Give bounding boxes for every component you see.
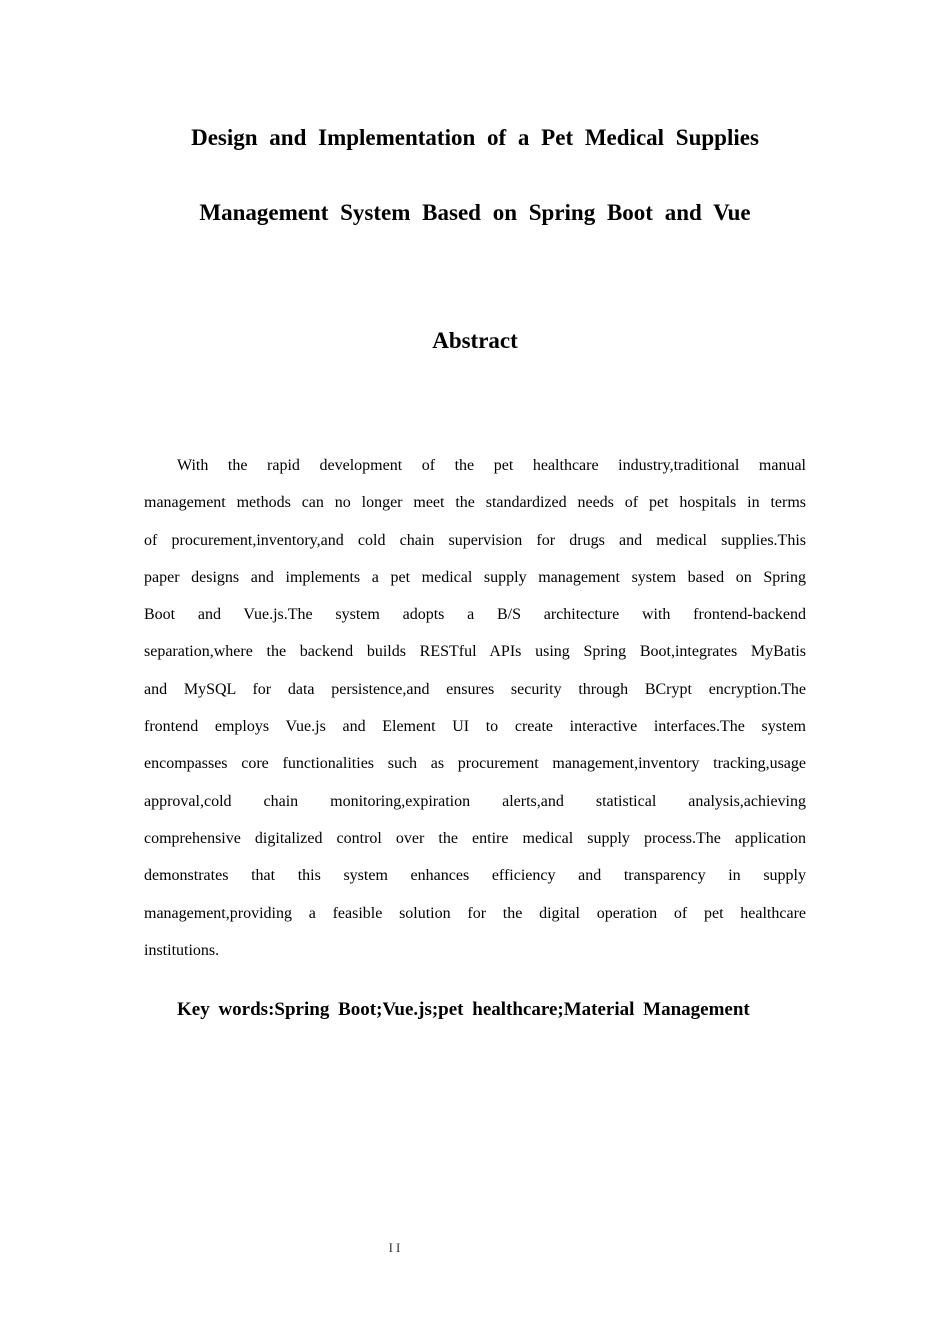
abstract-line: institutions. bbox=[144, 941, 220, 959]
abstract-heading: Abstract bbox=[432, 328, 518, 353]
abstract-line: of procurement,inventory,and cold chain supervision for drugs and medical supplies.This bbox=[144, 531, 806, 549]
abstract-line: comprehensive digitalized control over the entire medical supply process.The application bbox=[144, 829, 806, 847]
abstract-line: approval,cold chain monitoring,expiration alerts,and statistical analysis,achieving bbox=[144, 792, 806, 810]
abstract-line: frontend employs Vue.js and Element UI to create interactive interfaces.The system bbox=[144, 718, 806, 736]
page-number: II bbox=[388, 1240, 404, 1255]
abstract-line: management methods can no longer meet the standardized needs of pet hospitals in terms bbox=[144, 494, 806, 512]
abstract-line: With the rapid development of the pet healthcare industry,traditional manual bbox=[177, 457, 806, 474]
abstract-line: paper designs and implements a pet medical supply management system based on Spring bbox=[144, 568, 806, 586]
abstract-line: encompasses core functionalities such as procurement management,inventory tracking,usage bbox=[144, 755, 806, 773]
abstract-line: Boot and Vue.js.The system adopts a B/S architecture with frontend-backend bbox=[144, 606, 806, 624]
paper-title-line-2: Management System Based on Spring Boot and Vue bbox=[199, 200, 751, 225]
paper-title-line-1: Design and Implementation of a Pet Medical Supplies bbox=[191, 125, 759, 150]
abstract-line: separation,where the backend builds RESTful APIs using Spring Boot,integrates MyBatis bbox=[144, 643, 806, 661]
keywords: Key words:Spring Boot;Vue.js;pet healthcare;Material Management bbox=[177, 999, 750, 1020]
abstract-line: and MySQL for data persistence,and ensures security through BCrypt encryption.The bbox=[144, 680, 806, 698]
abstract-body bbox=[144, 447, 806, 969]
abstract-line: management,providing a feasible solution for the digital operation of pet healthcare bbox=[144, 904, 806, 922]
abstract-line: demonstrates that this system enhances efficiency and transparency in supply bbox=[144, 867, 806, 885]
